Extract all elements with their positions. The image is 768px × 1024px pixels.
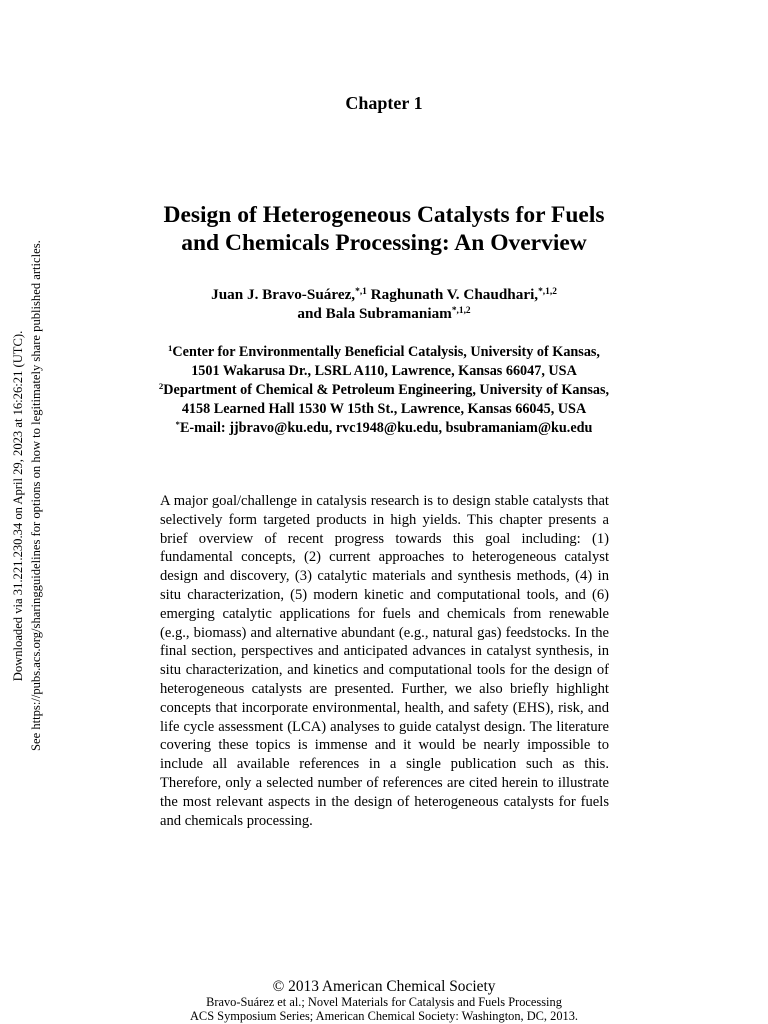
page-footer [0, 978, 768, 1023]
title-line2: and Chemicals Processing: An Overview [181, 230, 587, 256]
citation-line1: Bravo-Suárez et al.; Novel Materials for Catalysis and Fuels Processing [206, 995, 562, 1009]
download-notice [9, 240, 45, 751]
affiliation-1-line1: $^1$Center for Environmentally Beneficial Catalysis, University of Kansas, [168, 343, 600, 360]
abstract-text: A major goal/challenge in catalysis research is to design stable catalysts that selectively form targeted products in high yields. This chapter presents a brief overview of recent progress towards this goal including: (1) fundamental concepts, (2) current approaches to heterogeneous catalyst design and discovery, (3) catalytic materials and synthesis methods, (4) in situ characterization, (5) modern kinetic and computational tools, and (6) emerging catalytic applications for fuels and chemicals from renewable (e.g., biomass) and alternative abundant (e.g., natural gas) feedstocks. In the final section, perspectives and anticipated advances in catalyst synthesis, in situ characterization, and kinetics and computational tools for the design of heterogeneous catalysts are presented. Further, we also briefly highlight concepts that incorporate environmental, health, and safety (EHS), risk, and life cycle assessment (LCA) analyses to guide catalyst design. The literature covering these topics is immense and it would be nearly impossible to include all available references in a single publication such as this. Therefore, only a selected number of references are cited herein to illustrate the most relevant aspects in the design of heterogeneous catalysts for fuels and chemicals processing. [160, 493, 609, 829]
contact-email: *E-mail: jjbravo@ku.edu, rvc1948@ku.edu, bsubramaniam@ku.edu [175, 419, 593, 436]
author-affiliation-marker: *,1,2 [538, 286, 557, 297]
affiliation-1-line2: 1501 Wakarusa Dr., LSRL A110, Lawrence, Kansas 66047, USA [191, 363, 577, 379]
affiliation-2-line1: $^2$Department of Chemical & Petroleum Engineering, University of Kansas, [158, 381, 610, 398]
copyright-notice: © 2013 American Chemical Society [272, 978, 496, 995]
affiliation-marker: 2 [158, 381, 164, 392]
affiliations [0, 343, 768, 438]
chapter-title [0, 201, 768, 257]
author-line2 [0, 304, 768, 323]
affiliation-2-line2: 4158 Learned Hall 1530 W 15th St., Lawrence, Kansas 66045, USA [181, 401, 587, 417]
author-name: and Bala Subramaniam [297, 305, 452, 322]
email-marker: * [175, 419, 180, 430]
author-line1 [0, 285, 768, 304]
download-notice-line2: See https://pubs.acs.org/sharingguidelines for options on how to legitimately share published articles. [29, 240, 43, 751]
author-affiliation-marker: *,1 [355, 286, 367, 297]
download-notice-line1: Downloaded via 31.221.230.34 on April 29, 2023 at 16:26:21 (UTC). [11, 330, 25, 682]
affiliation-marker: 1 [168, 343, 173, 354]
title-line1: Design of Heterogeneous Catalysts for Fuels [163, 202, 605, 228]
author-name: Raghunath V. Chaudhari, [366, 286, 539, 303]
citation-line2: ACS Symposium Series; American Chemical Society: Washington, DC, 2013. [189, 1009, 579, 1023]
author-affiliation-marker: *,1,2 [451, 305, 471, 316]
chapter-label: Chapter 1 [345, 93, 423, 113]
author-name: Juan J. Bravo-Suárez, [211, 286, 356, 303]
author-list [0, 285, 768, 323]
